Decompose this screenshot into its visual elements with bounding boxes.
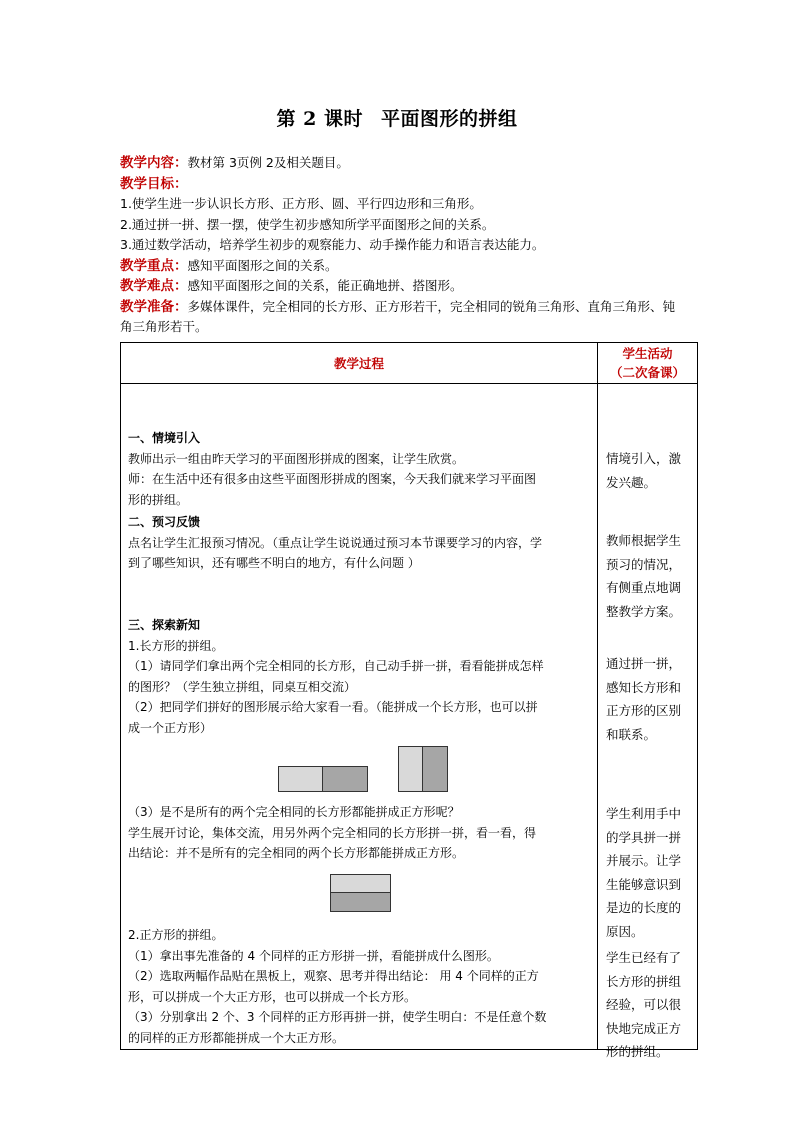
text-line: （3）分别拿出 2 个、3 个同样的正方形再拼一拼，使学生明白：不是任意个数 [128,1010,547,1024]
text-line: 的图形？（学生独立拼组，同桌互相交流） [128,679,357,694]
text-line: 点名让学生汇报预习情况。（重点让学生说说通过预习本节课要学习的内容，学 [128,535,543,550]
text-line: （1）拿出事先准备的 4 个同样的正方形拼一拼，看能拼成什么图形。 [128,948,499,963]
goal-item: 2.通过拼一拼、摆一摆，使学生初步感知所学平面图形之间的关系。 [120,216,495,232]
section-explore-cont [128,802,598,864]
lesson-topic: 平面图形的拼组 [380,108,518,130]
activity-note-3: 通过拼一拼， 感知长方形和 正方形的区别 和联系。 [606,656,682,742]
goals-row [120,174,700,195]
difficulty-label: 教学难点： [120,278,188,294]
content-row [120,153,700,174]
difficulty-row [120,276,700,297]
activity-note-1: 情境引入，激 发兴趣。 [606,451,682,490]
activity-note-4: 学生利用手中 的学具拼一拼 并展示。让学 生能够意识到 是边的长度的 原因。 [606,806,682,939]
text-line: 到了哪些知识，还有哪些不明白的地方，有什么问题 ） [128,556,420,570]
table-body-row [121,384,698,1050]
rect-square-left [398,746,424,792]
section-heading: 三、探索新知 [128,618,201,632]
text-line: （1）请同学们拿出两个完全相同的长方形，自己动手拼一拼，看看能拼成怎样 [128,659,544,673]
key-row [120,256,700,277]
goal-item: 1.使学生进一步认识长方形、正方形、圆、平行四边形和三角形。 [120,196,482,211]
text-line: 学生展开讨论，集体交流，用另外两个完全相同的长方形拼一拼，看一看，得 [128,825,537,840]
text-line: 形，可以拼成一个大正方形，也可以拼成一个长方形。 [128,989,417,1004]
subsection-title: 1.长方形的拼组。 [128,638,224,653]
text-line: 师：在生活中还有很多由这些平面图形拼成的图案，今天我们就来学习平面图 [128,472,537,486]
goals-label: 教学目标： [120,175,188,192]
lesson-meta [120,153,700,338]
process-table [120,342,698,1059]
process-cell [121,384,598,1050]
table-header-row [121,343,698,384]
activity-header: 学生活动 （二次备课） [598,343,698,384]
prep-row [120,297,680,338]
activity-note-5: 学生已经有了 长方形的拼组 经验，可以很 快地完成正方 形的拼组。 [606,950,682,1059]
rect-stack-bottom [330,892,391,912]
section-preview [128,512,598,574]
text-line: （2）把同学们拼好的图形展示给大家看一看。（能拼成一个长方形，也可以拼 [128,700,538,714]
content-label: 教学内容： [120,155,188,171]
section-heading: 二、预习反馈 [128,515,201,529]
difficulty-text: 感知平面图形之间的关系，能正确地拼、搭图形。 [187,278,463,293]
text-line: 成一个正方形） [128,720,213,735]
subsection-title: 2.正方形的拼组。 [128,928,224,942]
text-line: （2）选取两幅作品贴在黑板上，观察、思考并得出结论： 用 4 个同样的正方 [128,969,539,983]
text-line: 教师出示一组由昨天学习的平面图形拼成的图案，让学生欣赏。 [128,451,465,466]
goal-item: 3.通过数学活动，培养学生初步的观察能力、动手操作能力和语言表达能力。 [120,237,545,252]
rect-stack-top [330,874,391,894]
section-square [128,925,598,1048]
text-line: 形的拼组。 [128,492,189,507]
prep-label: 教学准备： [120,298,188,315]
rect-long-left [278,766,324,792]
rect-square-right [422,746,448,792]
lesson-number: 第 2 课时 [276,108,363,130]
section-intro [128,428,598,510]
key-label: 教学重点： [120,257,188,274]
prep-text: 多媒体课件，完全相同的长方形、正方形若干，完全相同的锐角三角形、直角三角形、钝角三角形若干。 [120,298,676,334]
section-heading: 一、情境引入 [128,431,201,445]
rect-long-right [322,766,368,792]
section-explore [128,615,598,738]
text-line: （3）是不是所有的两个完全相同的长方形都能拼成正方形呢？ [128,805,460,819]
content-text: 教材第 3页例 2及相关题目。 [187,155,349,170]
key-text: 感知平面图形之间的关系。 [187,257,338,273]
text-line: 出结论：并不是所有的完全相同的两个长方形都能拼成正方形。 [128,846,465,860]
activity-cell [598,384,698,1059]
text-line: 的同样的正方形都能拼成一个大正方形。 [128,1030,345,1045]
process-header: 教学过程 [121,343,598,384]
page-title [0,104,794,131]
activity-note-2: 教师根据学生 预习的情况， 有侧重点地调 整教学方案。 [606,533,682,619]
